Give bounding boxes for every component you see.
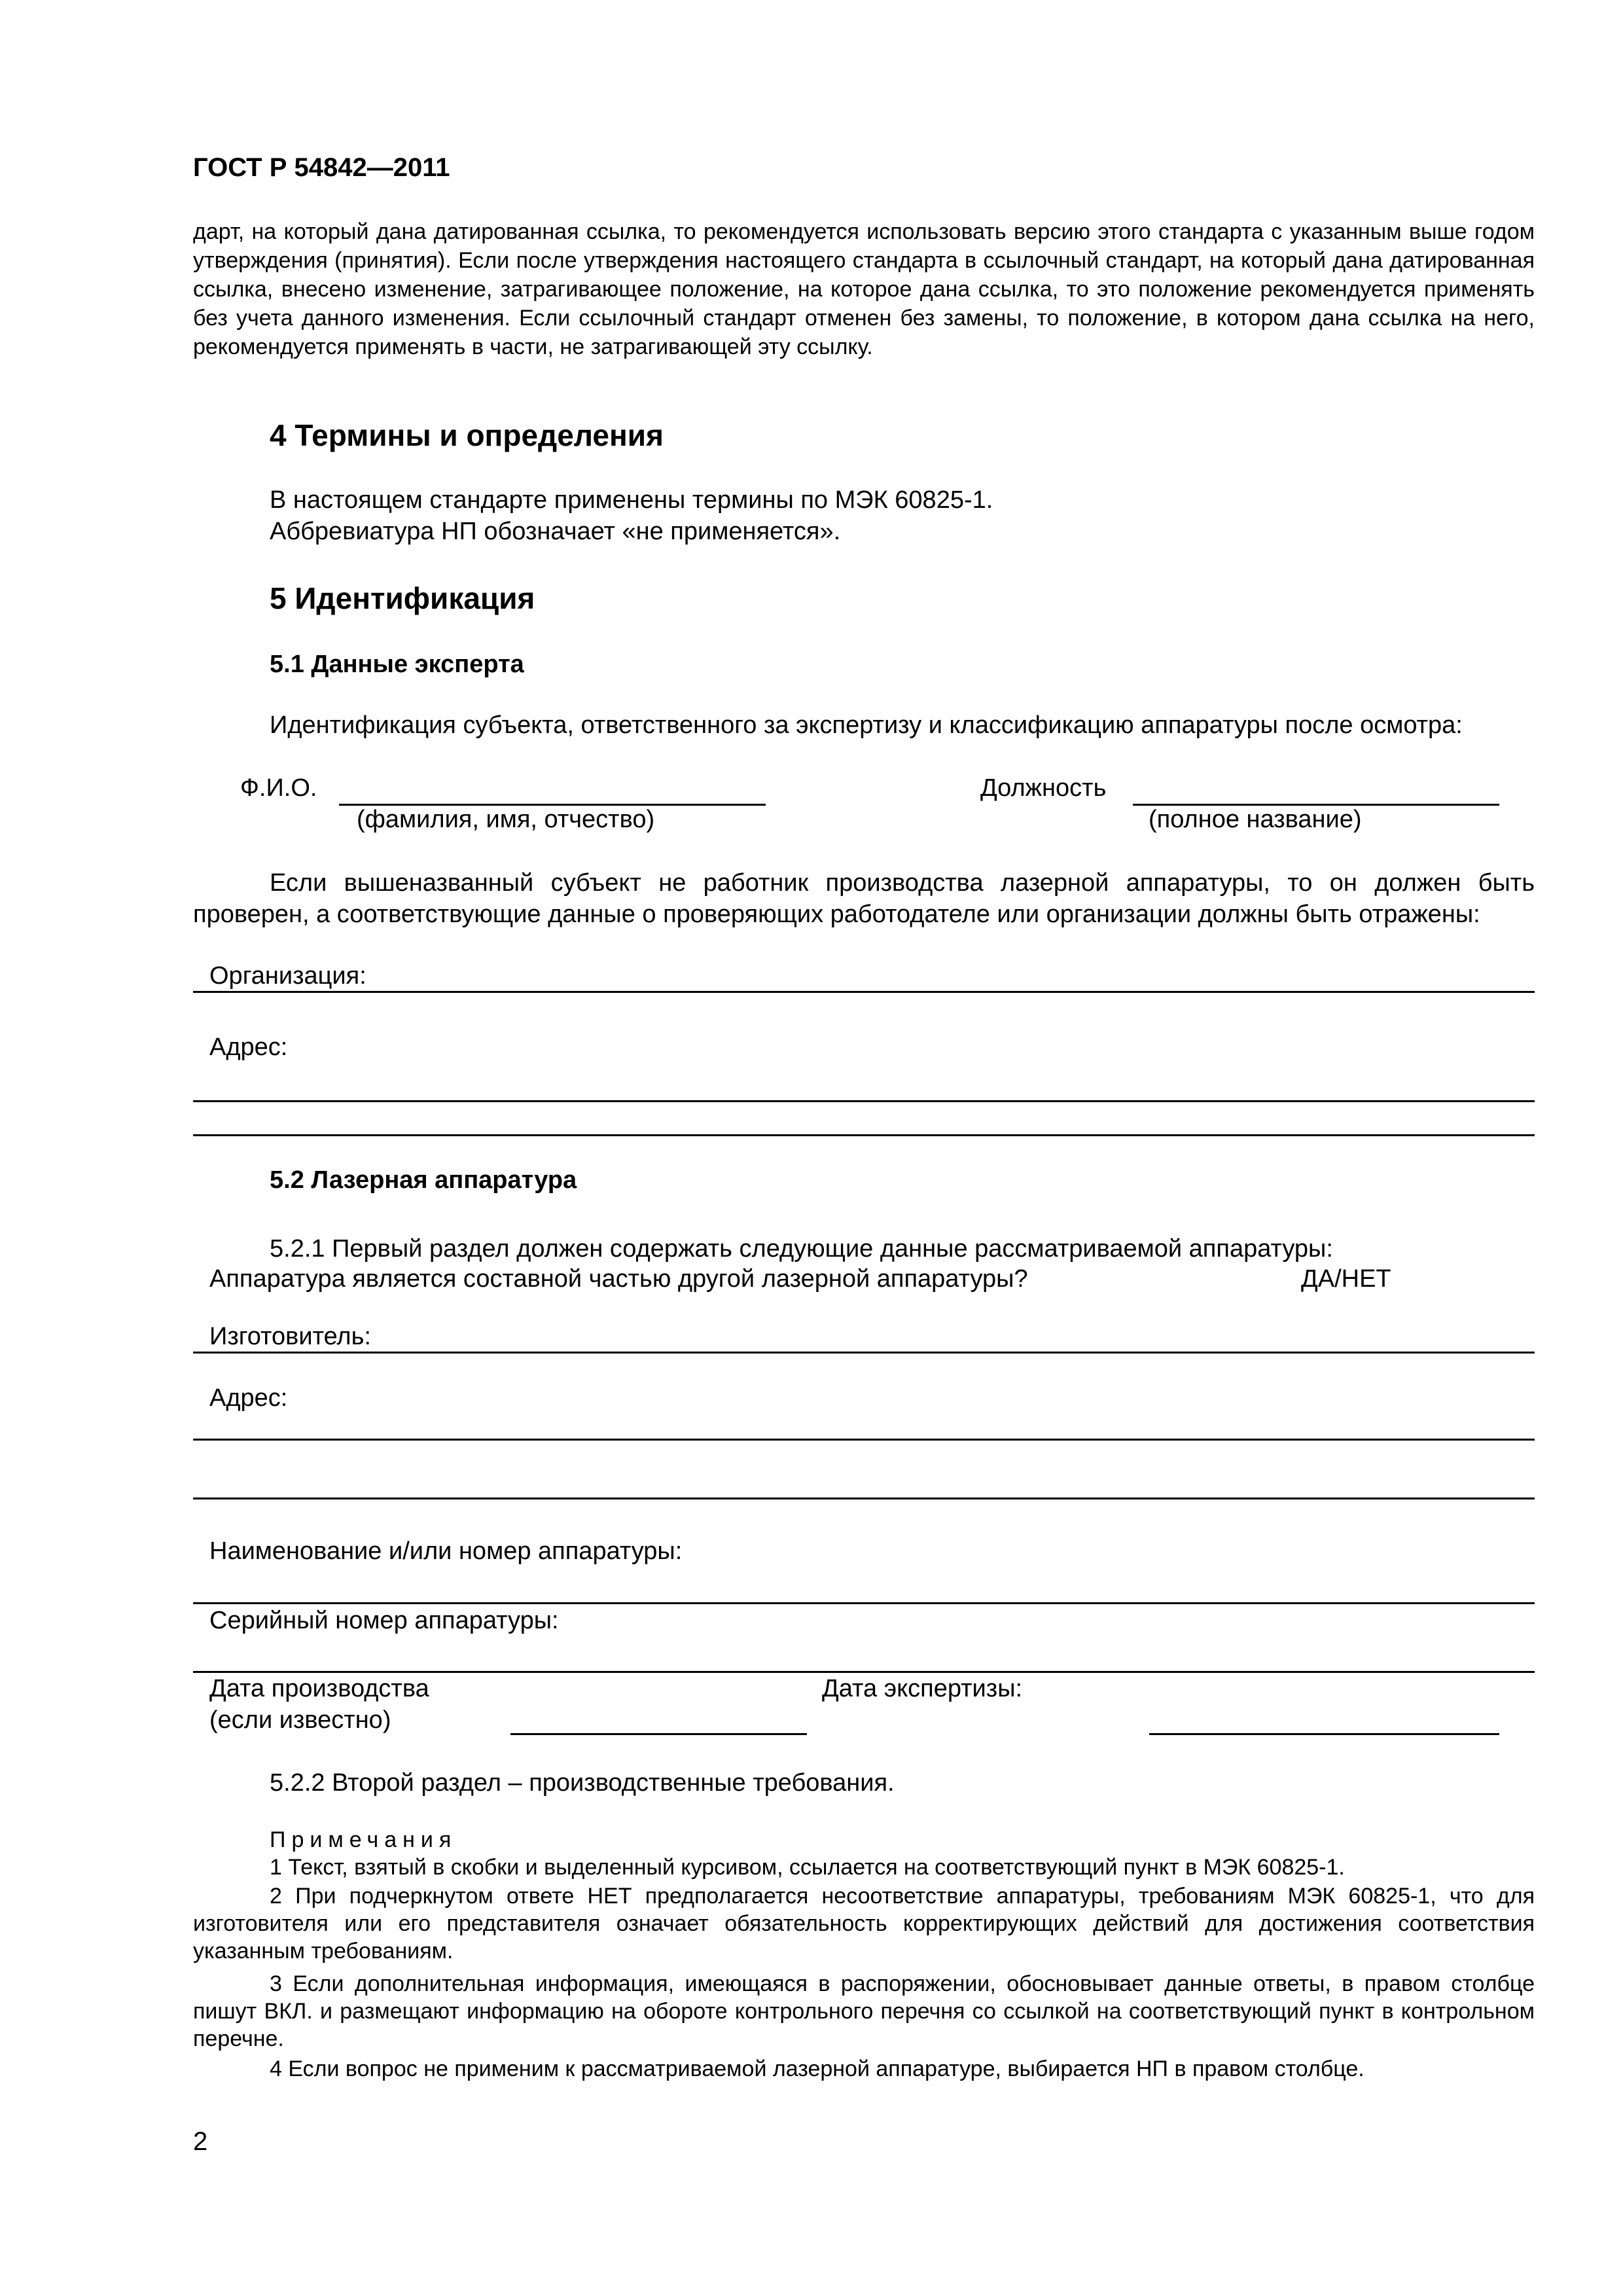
intro-paragraph: дарт, на который дана датированная ссылка, то рекомендуется использовать версию этого стандарта с указанным выше годом утверждения (принятия). Если после утверждения настоящего стандарта в ссылочный стандарт, на который дана датированная ссылка, внесено изменение, затрагивающее положение, на которое дана ссылка, то это положение рекомендуется применять без учета данного изменения. Если ссылочный стандарт отменен без замены, то положение, в котором дана ссылка на него, рекомендуется применять в части, не затрагивающей эту ссылку. <box>193 219 1535 359</box>
address-label: Адрес: <box>209 1033 288 1061</box>
manufacturer-address-line-1[interactable] <box>193 1439 1535 1441</box>
production-date-label: Дата производства <box>209 1675 429 1702</box>
yes-no-answer[interactable]: ДА/НЕТ <box>1301 1265 1391 1293</box>
equipment-name-label: Наименование и/или номер аппаратуры: <box>209 1537 683 1565</box>
production-date-hint: (если известно) <box>209 1706 391 1734</box>
serial-number-label: Серийный номер аппаратуры: <box>209 1607 559 1634</box>
section-5-title: 5 Идентификация <box>270 581 535 615</box>
manufacturer-field-line[interactable] <box>193 1352 1535 1354</box>
position-label: Должность <box>980 774 1107 802</box>
note-4: 4 Если вопрос не применим к рассматриваемой лазерной аппаратуре, выбирается НП в правом столбце. <box>270 2056 1364 2081</box>
note-1: 1 Текст, взятый в скобки и выделенный курсивом, ссылается на соответствующий пункт в МЭК 60825-1. <box>270 1855 1345 1880</box>
section-4-title: 4 Термины и определения <box>270 418 664 452</box>
section-5-2-2-paragraph: 5.2.2 Второй раздел – производственные требования. <box>270 1769 895 1797</box>
manufacturer-label: Изготовитель: <box>209 1323 371 1350</box>
document-code: ГОСТ Р 54842—2011 <box>193 153 450 182</box>
section-5-2-1-paragraph: 5.2.1 Первый раздел должен содержать следующие данные рассматриваемой аппаратуры: <box>270 1235 1333 1263</box>
organization-field-line[interactable] <box>193 991 1535 993</box>
organization-label: Организация: <box>209 962 366 990</box>
note-3: 3 Если дополнительная информация, имеющаяся в распоряжении, обосновывает данные ответы, в правом столбце пишут ВКЛ. и размещают информацию на обороте контрольного перечня со ссылкой на соответствующий пункт в контрольном перечне. <box>193 1971 1535 2051</box>
page-number: 2 <box>193 2127 208 2156</box>
manufacturer-address-label: Адрес: <box>209 1384 288 1412</box>
fio-hint: (фамилия, имя, отчество) <box>357 806 655 833</box>
exam-date-label: Дата экспертизы: <box>822 1675 1023 1702</box>
section-5-2-title: 5.2 Лазерная аппаратура <box>270 1166 577 1194</box>
section-5-1-title: 5.1 Данные эксперта <box>270 651 524 678</box>
section-5-1-paragraph: Идентификация субъекта, ответственного за экспертизу и классификацию аппаратуры после осмотра: <box>270 711 1463 739</box>
section-4-line-1: В настоящем стандарте применены термины по МЭК 60825-1. <box>270 486 993 514</box>
section-5-1-paragraph-2: Если вышеназванный субъект не работник производства лазерной аппаратуры, то он должен быть проверен, а соответствующие данные о проверяющих работодателе или организации должны быть отражены: <box>193 869 1535 928</box>
equipment-name-field-line[interactable] <box>193 1602 1535 1604</box>
address-field-line-1[interactable] <box>193 1100 1535 1102</box>
exam-date-field-line[interactable] <box>1149 1733 1499 1735</box>
notes-title: Примечания <box>270 1827 457 1852</box>
note-2: 2 При подчеркнутом ответе НЕТ предполагается несоответствие аппаратуры, требованиям МЭК 60825-1, что для изготовителя или его представителя означает обязательность корректирующих действий для достижения соответствия указанным требованиям. <box>193 1884 1535 1964</box>
manufacturer-address-line-2[interactable] <box>193 1498 1535 1499</box>
fio-label: Ф.И.О. <box>240 774 317 802</box>
production-date-field-line[interactable] <box>510 1733 807 1735</box>
address-field-line-2[interactable] <box>193 1134 1535 1136</box>
position-hint: (полное название) <box>1149 806 1362 833</box>
section-4-line-2: Аббревиатура НП обозначает «не применяется». <box>270 518 841 545</box>
component-question: Аппаратура является составной частью другой лазерной аппаратуры? <box>209 1265 1028 1293</box>
